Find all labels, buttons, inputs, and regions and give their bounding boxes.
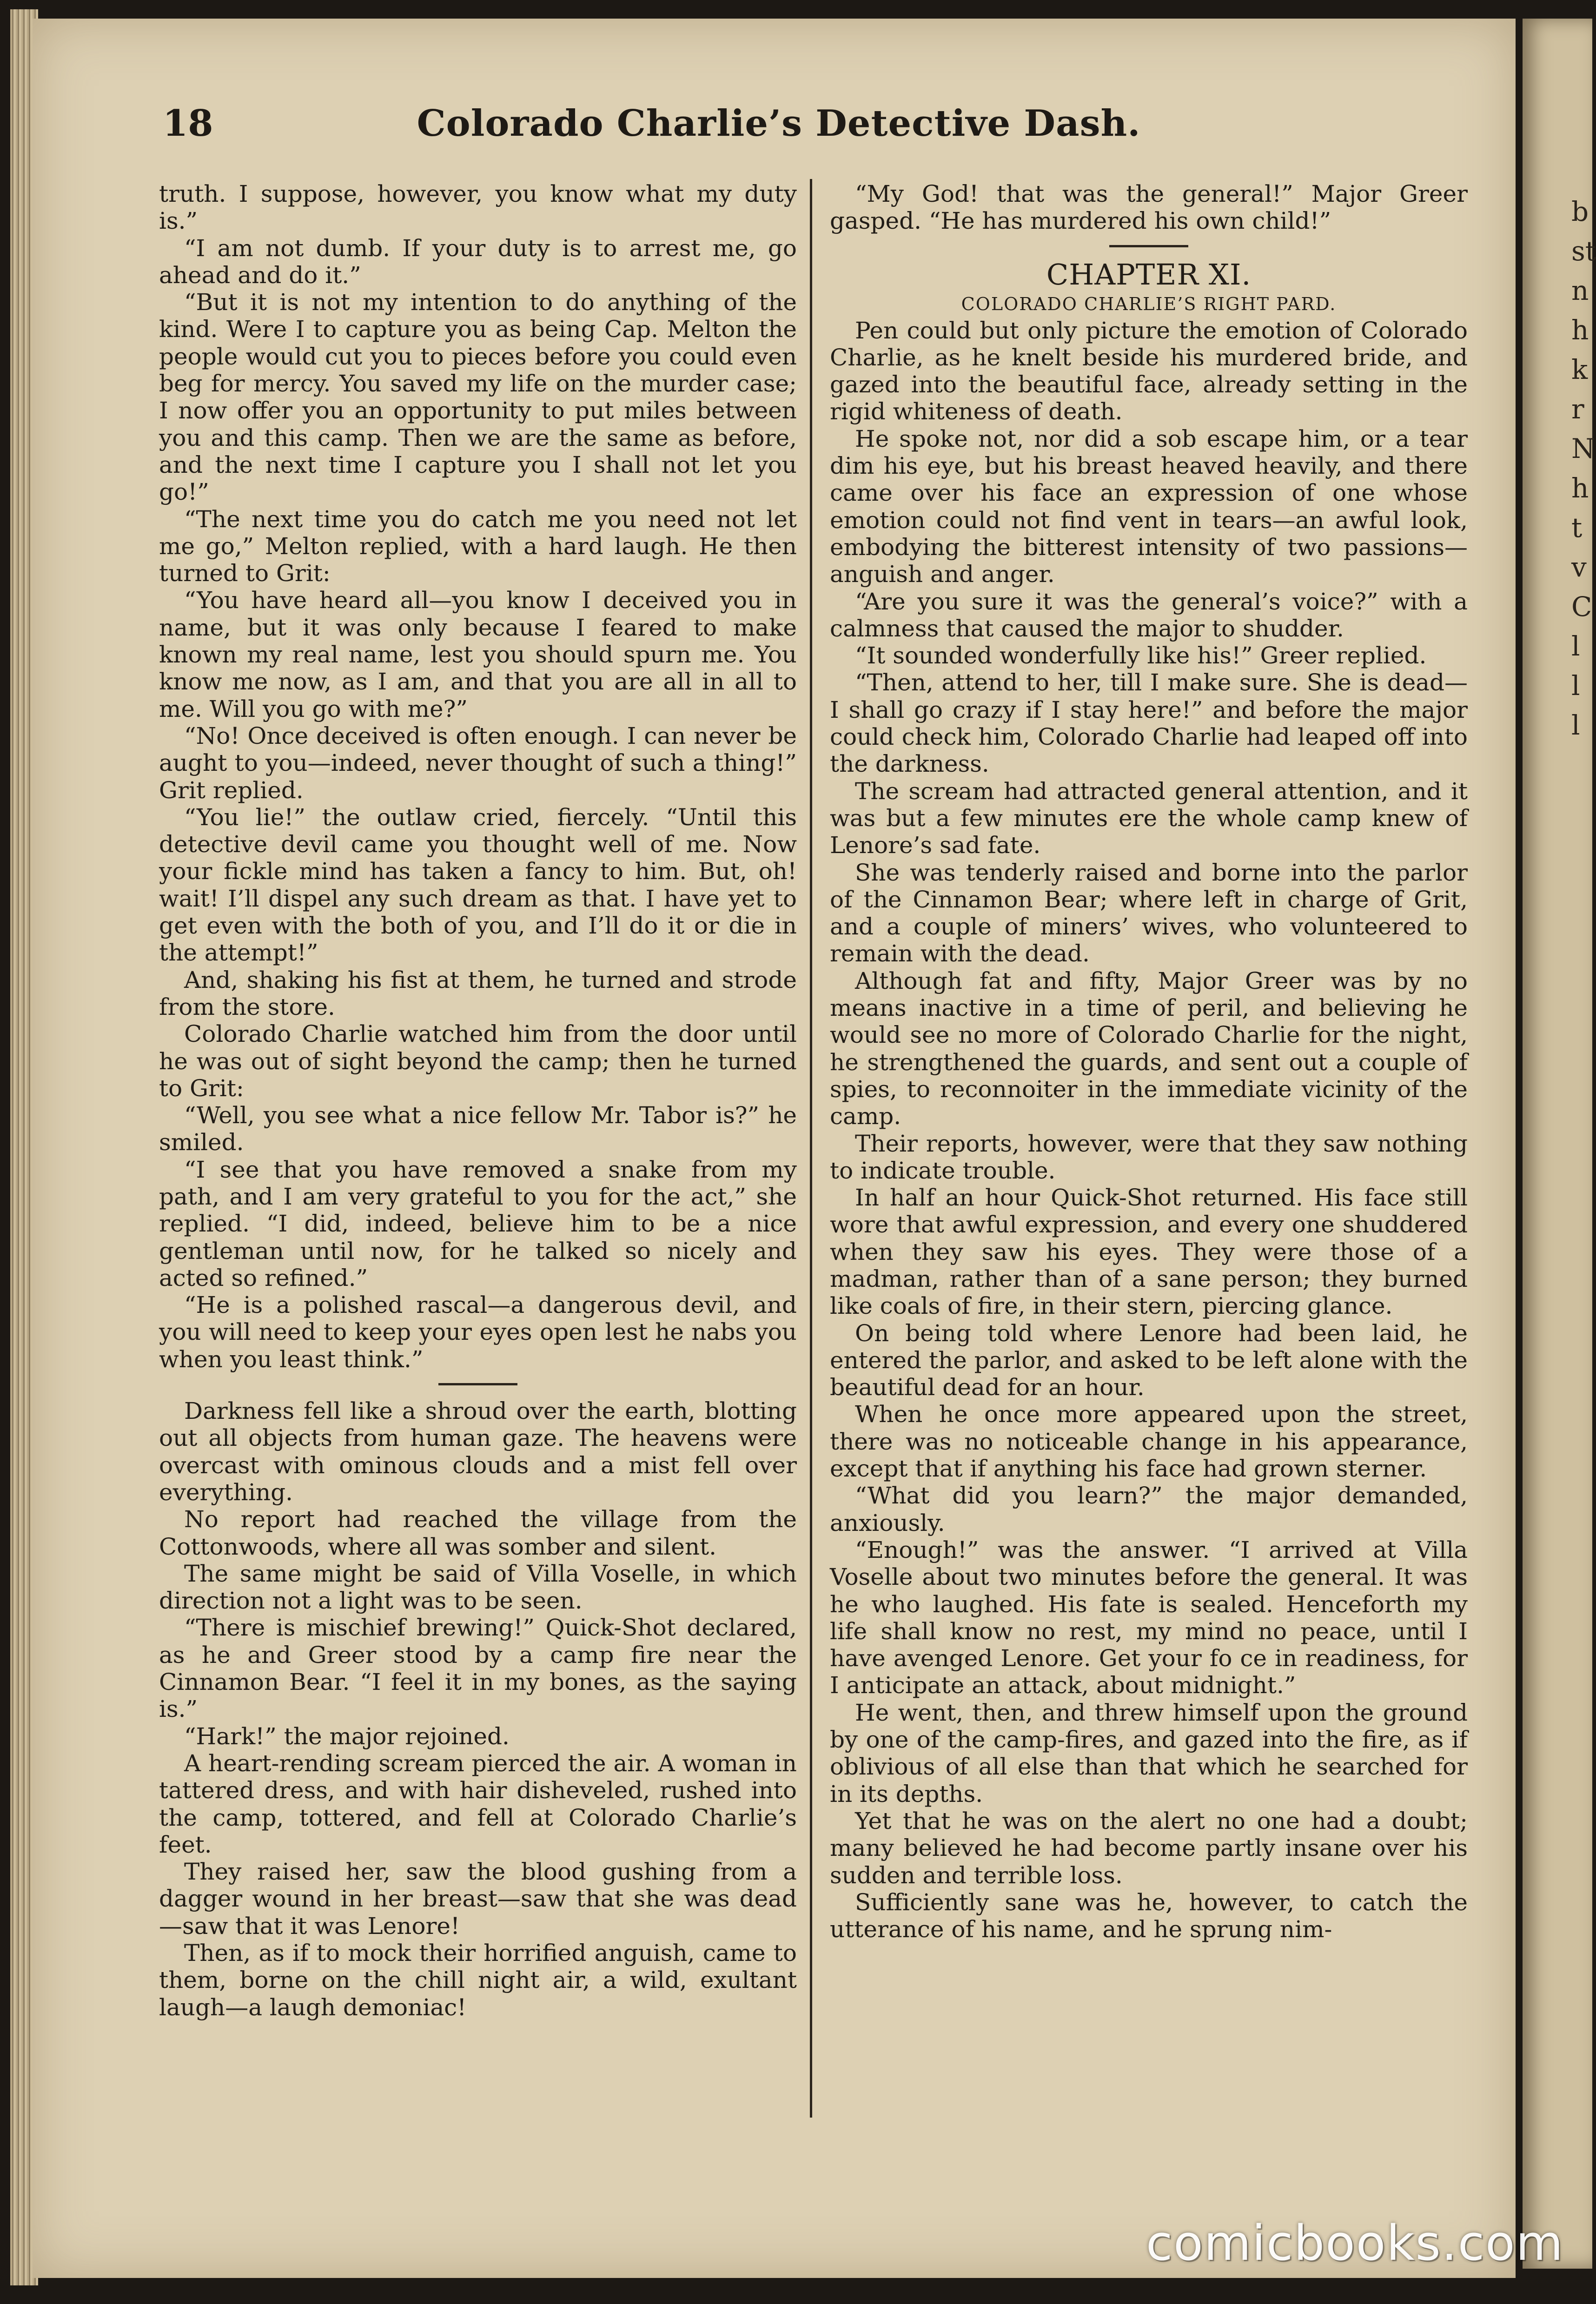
facing-page-fragment: r — [1571, 393, 1584, 425]
paragraph: “He is a polished rascal—a dangerous devil, and you will need to keep your eyes open lest he nabs you when you least think.” — [159, 1291, 797, 1373]
paragraph: “Enough!” was the answer. “I arrived at Villa Voselle about two minutes before the general. It was he who laughed. His fate is sealed. Henceforth my life shall know no rest, my mind no peace, until I have avenged Lenore. Get your fo ce in readiness, for I anticipate an attack, about midnight.” — [830, 1536, 1468, 1699]
page-header — [126, 102, 1432, 153]
watermark: comicbooks.com — [1146, 2215, 1564, 2271]
chapter-text — [830, 317, 1468, 1943]
paragraph: Colorado Charlie watched him from the door until he was out of sight beyond the camp; then he turned to Grit: — [159, 1020, 797, 1102]
paragraph: Although fat and fifty, Major Greer was by no means inactive in a time of peril, and believing he would see no more of Colorado Charlie for the night, he strengthened the guards, and sent out a couple of spies, to reconnoiter in the immediate vicinity of the camp. — [830, 967, 1468, 1130]
facing-page-fragment: n — [1571, 275, 1589, 306]
paragraph: “Hark!” the major rejoined. — [184, 1722, 510, 1750]
running-title: Colorado Charlie’s Detective Dash. — [417, 102, 1141, 145]
paragraph: On being told where Lenore had been laid, he entered the parlor, and asked to be left alone with the beautiful dead for an hour. — [830, 1319, 1468, 1401]
chapter-title: CHAPTER XI. — [1046, 257, 1252, 291]
facing-page-fragment: st — [1571, 235, 1596, 267]
facing-page-edge — [1523, 19, 1596, 2269]
paragraph: “No! Once deceived is often enough. I can never be aught to you—indeed, never thought of such a thing!” Grit replied. — [159, 722, 797, 804]
page-number: 18 — [163, 102, 213, 145]
paragraph: When he once more appeared upon the street, there was no noticeable change in his appearance, except that if anything his face had grown sterner. — [830, 1401, 1468, 1483]
facing-page-fragment: l — [1571, 670, 1580, 702]
paragraph: She was tenderly raised and borne into the parlor of the Cinnamon Bear; where left in charge of Grit, and a couple of miners’ wives, who volunteered to remain with the dead. — [830, 859, 1468, 967]
paragraph: “I see that you have removed a snake from my path, and I am very grateful to you for the act,” she replied. “I did, indeed, believe him to be a nice gentleman until now, for he talked so nicely and acted so refined.” — [159, 1156, 797, 1291]
facing-page-fragment: N — [1571, 433, 1595, 464]
facing-page-fragment: l — [1571, 709, 1580, 741]
chapter-divider — [1109, 245, 1188, 247]
paragraph: “It sounded wonderfully like his!” Greer replied. — [855, 642, 1427, 669]
paragraph: “What did you learn?” the major demanded, anxiously. — [830, 1482, 1468, 1536]
column-rule — [810, 179, 812, 2118]
paragraph: “My God! that was the general!” Major Greer gasped. “He has murdered his own child!” — [830, 180, 1468, 235]
paragraph: “You lie!” the outlaw cried, fiercely. “Until this detective devil came you thought well of me. Now your fickle mind has taken a fancy to him. But, oh! wait! I’ll dispel any such dream as that. I have yet to get even with the both of you, and I’ll do it or die in the attempt!” — [159, 803, 797, 967]
paragraph: In half an hour Quick-Shot returned. His face still wore that awful expression, and every one shuddered when they saw his eyes. They were those of a madman, rather than of a sane person; they burned like coals of fire, in their stern, piercing glance. — [830, 1184, 1468, 1320]
paragraph: “I am not dumb. If your duty is to arrest me, go ahead and do it.” — [159, 234, 797, 289]
right-column-text-before-chapter — [830, 180, 1468, 235]
paragraph: Yet that he was on the alert no one had a doubt; many believed he had become partly insane over his sudden and terrible loss. — [830, 1807, 1468, 1889]
facing-page-fragment: t — [1571, 512, 1583, 543]
paragraph: The same might be said of Villa Voselle, in which direction not a light was to be seen. — [159, 1560, 797, 1615]
paragraph: Pen could but only picture the emotion of Colorado Charlie, as he knelt beside his murdered bride, and gazed into the beautiful face, already setting in the rigid whiteness of death. — [830, 317, 1468, 425]
paragraph: Their reports, however, were that they saw nothing to indicate trouble. — [830, 1130, 1468, 1184]
section-divider — [438, 1383, 517, 1385]
paragraph: The scream had attracted general attention, and it was but a few minutes ere the whole camp knew of Lenore’s sad fate. — [830, 777, 1468, 859]
facing-page-fragment: l — [1571, 630, 1580, 662]
paragraph: Darkness fell like a shroud over the earth, blotting out all objects from human gaze. The heavens were overcast with ominous clouds and a mist fell over everything. — [159, 1397, 797, 1506]
paragraph: “Are you sure it was the general’s voice?” with a calmness that caused the major to shudder. — [830, 588, 1468, 642]
left-column-text-after-break — [159, 1397, 797, 2021]
paragraph: He went, then, and threw himself upon the ground by one of the camp-fires, and gazed into the fire, as if oblivious of all else than that which he searched for in its depths. — [830, 1699, 1468, 1807]
chapter-subtitle: COLORADO CHARLIE’S RIGHT PARD. — [961, 293, 1337, 314]
left-column — [159, 180, 797, 2119]
right-column — [830, 180, 1468, 2119]
facing-page-text-fragments — [1523, 19, 1596, 748]
paragraph: “Then, attend to her, till I make sure. She is dead—I shall go crazy if I stay here!” and before the major could check him, Colorado Charlie had leaped off into the darkness. — [830, 669, 1468, 778]
paragraph: No report had reached the village from the Cottonwoods, where all was somber and silent. — [159, 1506, 797, 1560]
facing-page-fragment: C — [1571, 591, 1592, 622]
paragraph: Sufficiently sane was he, however, to catch the utterance of his name, and he sprung nim- — [830, 1888, 1468, 1943]
paragraph: “There is mischief brewing!” Quick-Shot declared, as he and Greer stood by a camp fire near the Cinnamon Bear. “I feel it in my bones, as the saying is.” — [159, 1614, 797, 1723]
paragraph: truth. I suppose, however, you know what my duty is.” — [159, 180, 797, 235]
paragraph: “But it is not my intention to do anything of the kind. Were I to capture you as being Cap. Melton the people would cut you to pieces before you could even beg for mercy. You saved my life on the murder case; I now offer you an opportunity to put miles between you and this camp. Then we are the same as before, and the next time I capture you I shall not let you go!” — [159, 289, 797, 506]
facing-page-fragment: h — [1571, 472, 1589, 504]
facing-page-fragment: h — [1571, 314, 1589, 346]
paragraph: Then, as if to mock their horrified anguish, came to them, borne on the chill night air, a wild, exultant laugh—a laugh demoniac! — [159, 1940, 797, 2021]
facing-page-fragment: k — [1571, 354, 1588, 385]
paragraph: A heart-rending scream pierced the air. A woman in tattered dress, and with hair disheveled, rushed into the camp, tottered, and fell at Colorado Charlie’s feet. — [159, 1749, 797, 1858]
paragraph: He spoke not, nor did a sob escape him, or a tear dim his eye, but his breast heaved heavily, and there came over his face an expression of one whose emotion could not find vent in tears—an awful look, embodying the bitterest intensity of two passions—anguish and anger. — [830, 425, 1468, 588]
facing-page-fragment: v — [1571, 551, 1587, 583]
facing-page-fragment: b — [1571, 196, 1589, 227]
left-column-text — [159, 180, 797, 1373]
paragraph: “Well, you see what a nice fellow Mr. Tabor is?” he smiled. — [159, 1102, 797, 1156]
paragraph: “The next time you do catch me you need not let me go,” Melton replied, with a hard laugh. He then turned to Grit: — [159, 505, 797, 587]
paragraph: “You have heard all—you know I deceived you in name, but it was only because I feared to make known my real name, lest you should spurn me. You know me now, as I am, and that you are all in all to me. Will you go with me?” — [159, 587, 797, 722]
paragraph: They raised her, saw the blood gushing from a dagger wound in her breast—saw that she was dead—saw that it was Lenore! — [159, 1858, 797, 1940]
paragraph: And, shaking his fist at them, he turned and strode from the store. — [159, 966, 797, 1020]
